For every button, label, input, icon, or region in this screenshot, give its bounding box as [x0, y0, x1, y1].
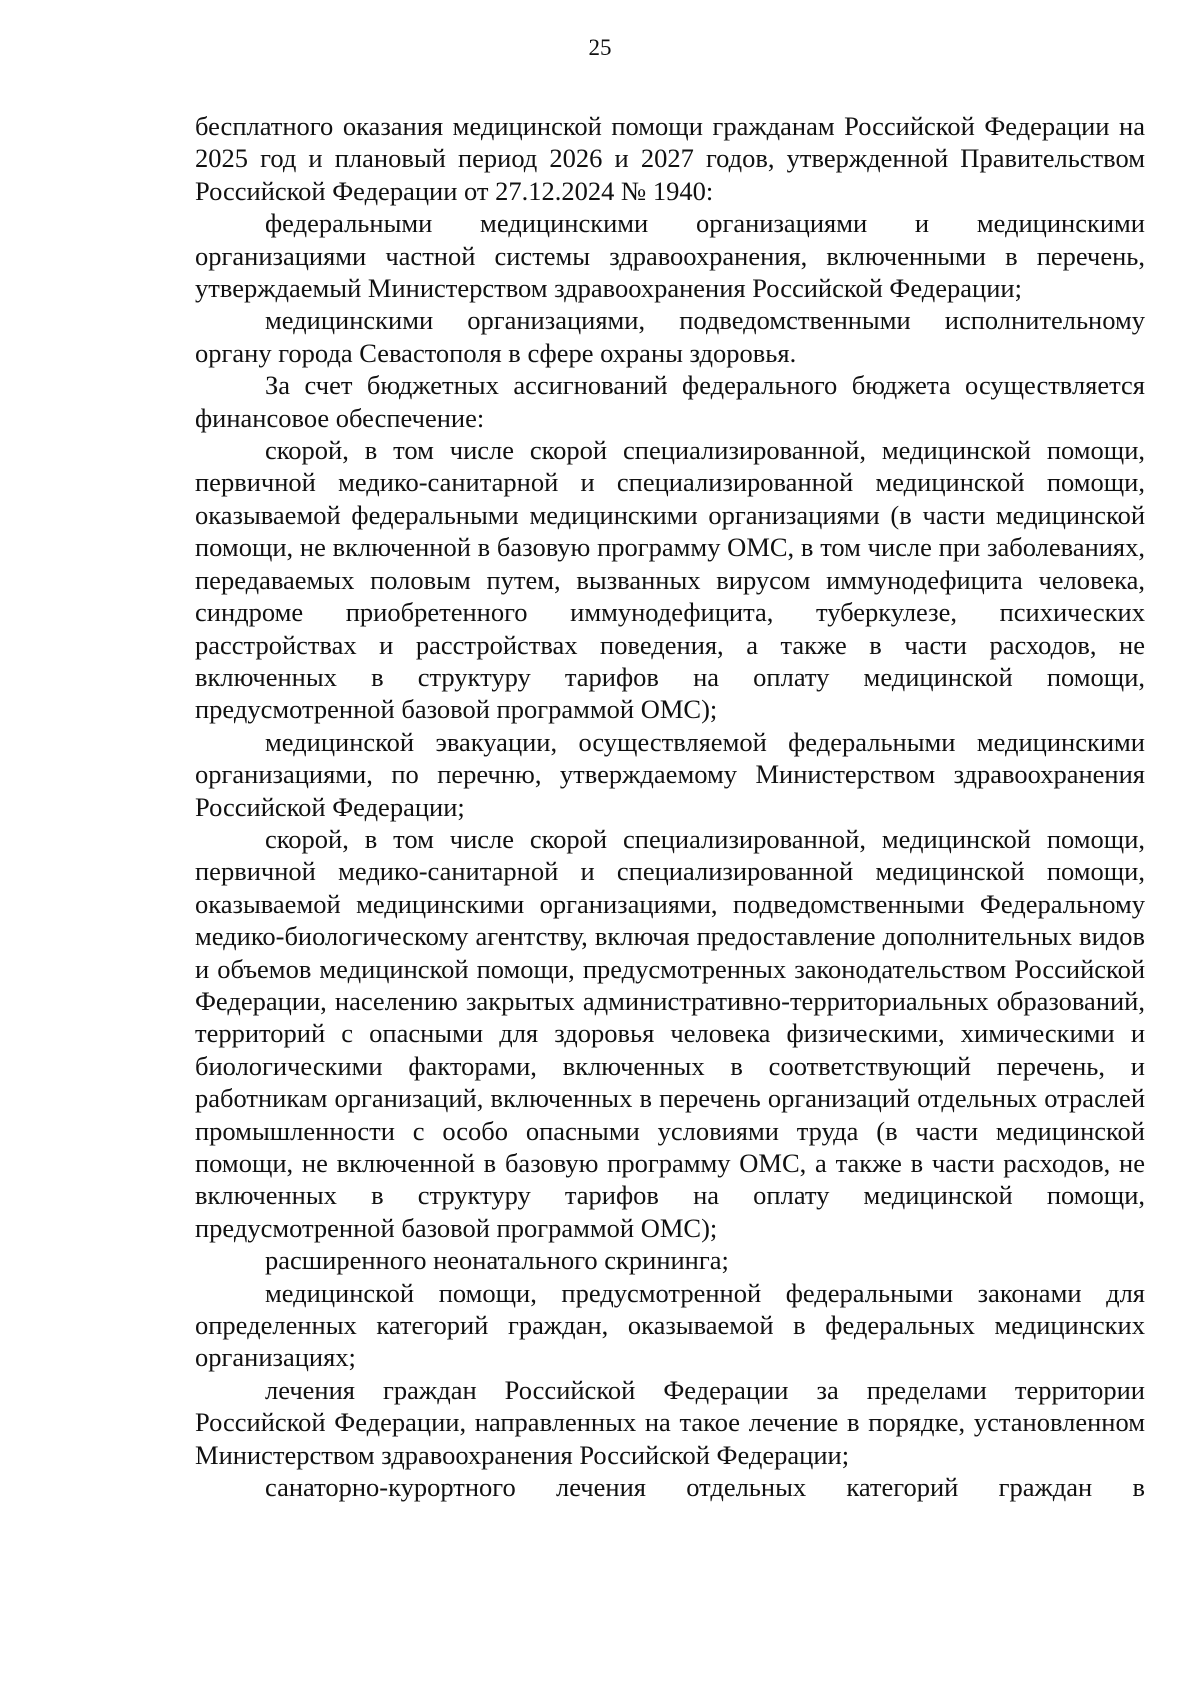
- paragraph: скорой, в том числе скорой специализированной, медицинской помощи, первичной медико-санитарной и специализированной медицинской помощи, оказываемой федеральными медицинскими организациями (в части медицинской помощи, не включенной в базовую программу ОМС, в том числе при заболеваниях, передаваемых половым путем, вызванных вирусом иммунодефицита человека, синдроме приобретенного иммунодефицита, туберкулезе, психических расстройствах и расстройствах поведения, а также в части расходов, не включенных в структуру тарифов на оплату медицинской помощи, предусмотренной базовой программой ОМС);: [195, 435, 1145, 725]
- paragraph: медицинскими организациями, подведомственными исполнительному органу города Севастополя в сфере охраны здоровья.: [195, 305, 1145, 368]
- paragraph: бесплатного оказания медицинской помощи гражданам Российской Федерации на 2025 год и плановый период 2026 и 2027 годов, утвержденной Правительством Российской Федерации от 27.12.2024 № 1940:: [195, 111, 1145, 206]
- paragraph: медицинской эвакуации, осуществляемой федеральными медицинскими организациями, по перечню, утверждаемому Министерством здравоохранения Российской Федерации;: [195, 726, 1145, 822]
- paragraph: санаторно-курортного лечения отдельных категорий граждан в: [265, 1472, 1145, 1503]
- paragraph: За счет бюджетных ассигнований федерального бюджета осуществляется финансовое обеспечение:: [195, 370, 1145, 433]
- paragraph: медицинской помощи, предусмотренной федеральными законами для определенных категорий граждан, оказываемой в федеральных медицинских организациях;: [195, 1277, 1145, 1373]
- paragraph: лечения граждан Российской Федерации за пределами территории Российской Федерации, направленных на такое лечение в порядке, установленном Министерством здравоохранения Российской Федерации;: [195, 1374, 1145, 1470]
- paragraph: скорой, в том числе скорой специализированной, медицинской помощи, первичной медико-санитарной и специализированной медицинской помощи, оказываемой медицинскими организациями, подведомственными Федеральному медико-биологическому агентству, включая предоставление дополнительных видов и объемов медицинской помощи, предусмотренных законодательством Российской Федерации, населению закрытых административно-территориальных образований, территорий с опасными для здоровья человека физическими, химическими и биологическими факторами, включенных в соответствующий перечень, и работникам организаций, включенных в перечень организаций отдельных отраслей промышленности с особо опасными условиями труда (в части медицинской помощи, не включенной в базовую программу ОМС, а также в части расходов, не включенных в структуру тарифов на оплату медицинской помощи, предусмотренной базовой программой ОМС);: [195, 823, 1145, 1243]
- document-body: [195, 110, 1145, 1503]
- page-number: 25: [588, 35, 612, 60]
- paragraph: расширенного неонатального скрининга;: [265, 1245, 729, 1276]
- paragraph: федеральными медицинскими организациями и медицинскими организациями частной системы здравоохранения, включенными в перечень, утверждаемый Министерством здравоохранения Российской Федерации;: [195, 208, 1145, 304]
